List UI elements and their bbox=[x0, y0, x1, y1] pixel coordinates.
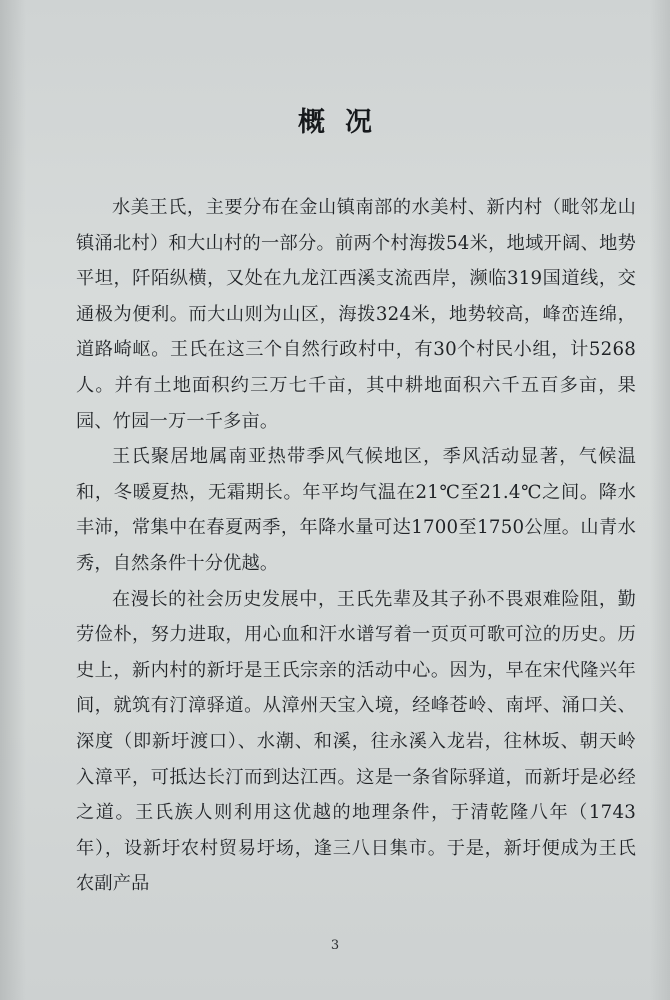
page-right-shadow bbox=[650, 0, 670, 1000]
page-title: 概况 bbox=[298, 107, 392, 138]
paragraph-history: 在漫长的社会历史发展中，王氏先辈及其子孙不畏艰难险阻，勤劳俭朴，努力进取，用心血和汗水谱写着一页页可歌可泣的历史。历史上，新内村的新圩是王氏宗亲的活动中心。因为，早在宋代隆兴年间，就筑有汀漳驿道。从漳州天宝入境，经峰苍岭、南坪、涌口关、深度（即新圩渡口）、水潮、和溪，往永溪入龙岩，往林坂、朝天岭入漳平，可抵达长汀而到达江西。这是一条省际驿道，而新圩是必经之道。王氏族人则利用这优越的地理条件，于清乾隆八年（1743年），设新圩农村贸易圩场，逢三八日集市。于是，新圩便成为王氏农副产品 bbox=[76, 588, 636, 895]
page-left-shadow bbox=[0, 0, 26, 1000]
paragraph-location: 水美王氏，主要分布在金山镇南部的水美村、新内村（毗邻龙山镇涌北村）和大山村的一部分。前两个村海拨54米，地域开阔、地势平坦，阡陌纵横，又处在九龙江西溪支流西岸，濒临319国道线，交通极为便利。而大山则为山区，海拨324米，地势较高，峰峦连绵，道路崎岖。王氏在这三个自然行政村中，有30个村民小组，计5268人。并有土地面积约三万七千亩，其中耕地面积六千五百多亩，果园、竹园一万一千多亩。 bbox=[76, 197, 636, 432]
page-number: 3 bbox=[330, 938, 340, 953]
paragraph-climate: 王氏聚居地属南亚热带季风气候地区，季风活动显著，气候温和，冬暖夏热，无霜期长。年平均气温在21℃至21.4℃之间。降水丰沛，常集中在春夏两季，年降水量可达1700至1750公厘。山青水秀，自然条件十分优越。 bbox=[76, 446, 636, 574]
body-text bbox=[76, 190, 636, 902]
